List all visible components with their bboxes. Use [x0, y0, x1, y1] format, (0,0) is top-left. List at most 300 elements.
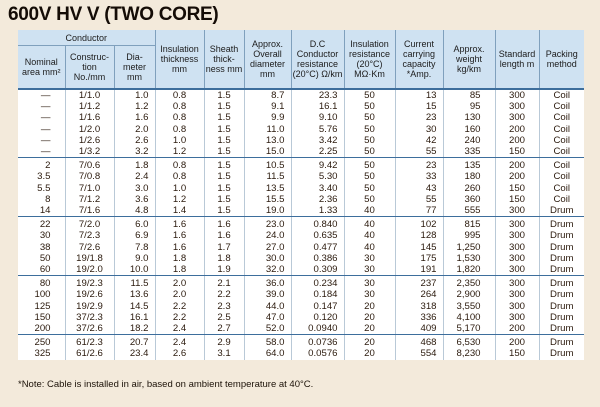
insulation-resistance-cell: 40 [344, 242, 395, 253]
dc-resistance-cell: 0.309 [291, 264, 344, 276]
insulation-resistance-cell: 50 [344, 112, 395, 123]
current-capacity-cell: 102 [395, 217, 443, 231]
insulation-resistance-cell: 30 [344, 276, 395, 290]
weight-cell: 5,170 [443, 323, 495, 335]
weight-cell: 85 [443, 89, 495, 101]
current-capacity-cell: 15 [395, 101, 443, 112]
diameter-cell: 2.4 [114, 171, 155, 182]
construction-cell: 19/2.9 [65, 301, 114, 312]
weight-cell: 1,820 [443, 264, 495, 276]
sheath-thickness-cell: 1.5 [204, 205, 244, 217]
insulation-thickness-cell: 1.2 [155, 146, 204, 158]
conductor-group-header: Conductor [18, 30, 155, 46]
dc-resistance-cell: 0.184 [291, 289, 344, 300]
insulation-thickness-header: Insulation thickness mm [155, 30, 204, 89]
nominal-area-cell: 50 [39, 252, 51, 264]
diameter-cell: 6.0 [114, 217, 155, 231]
nominal-area-cell: 30 [39, 230, 51, 242]
table-row [18, 146, 584, 158]
current-capacity-header: Current carrying capacity *Amp. [395, 30, 443, 89]
construction-header: Construc-tion No./mm [65, 46, 114, 90]
insulation-resistance-cell: 50 [344, 135, 395, 146]
diameter-cell: 3.0 [114, 183, 155, 194]
nominal-area-cell: 80 [39, 278, 51, 290]
standard-length-cell: 200 [495, 158, 539, 172]
sheath-thickness-cell: 1.9 [204, 264, 244, 276]
insulation-thickness-cell: 2.2 [155, 301, 204, 312]
standard-length-cell: 300 [495, 230, 539, 241]
standard-length-cell: 150 [495, 348, 539, 359]
nominal-area-cell: 100 [34, 289, 51, 301]
sheath-thickness-cell: 2.9 [204, 335, 244, 349]
overall-diameter-cell: 11.0 [244, 124, 291, 135]
table-row [18, 348, 584, 359]
construction-cell: 19/1.8 [65, 253, 114, 264]
overall-diameter-cell: 11.5 [244, 171, 291, 182]
sheath-thickness-cell: 1.5 [204, 158, 244, 172]
diameter-cell: 2.6 [114, 135, 155, 146]
current-capacity-cell: 237 [395, 276, 443, 290]
current-capacity-cell: 318 [395, 301, 443, 312]
weight-cell: 1,250 [443, 242, 495, 253]
diameter-cell: 7.8 [114, 242, 155, 253]
packing-method-cell: Coil [539, 194, 584, 205]
construction-cell: 37/2.3 [65, 312, 114, 323]
insulation-thickness-cell: 0.8 [155, 89, 204, 101]
dc-resistance-cell: 2.25 [291, 146, 344, 158]
insulation-resistance-cell: 50 [344, 183, 395, 194]
construction-cell: 1/1.0 [65, 89, 114, 101]
current-capacity-cell: 191 [395, 264, 443, 276]
construction-cell: 1/1.2 [65, 101, 114, 112]
insulation-thickness-cell: 2.0 [155, 276, 204, 290]
nominal-area-cell: 125 [34, 300, 51, 312]
sheath-thickness-cell: 1.5 [204, 171, 244, 182]
standard-length-header: Standard length m [495, 30, 539, 89]
weight-cell: 135 [443, 158, 495, 172]
weight-header: Approx. weight kg/km [443, 30, 495, 89]
table-row [18, 124, 584, 135]
standard-length-cell: 150 [495, 146, 539, 158]
nominal-area-cell: 2 [45, 160, 51, 172]
table-row [18, 205, 584, 217]
current-capacity-cell: 13 [395, 89, 443, 101]
nominal-area-cell: 8 [45, 193, 51, 205]
current-capacity-cell: 468 [395, 335, 443, 349]
overall-diameter-cell: 13.5 [244, 183, 291, 194]
current-capacity-cell: 30 [395, 124, 443, 135]
packing-method-cell: Drum [539, 301, 584, 312]
weight-cell: 6,530 [443, 335, 495, 349]
overall-diameter-cell: 39.0 [244, 289, 291, 300]
current-capacity-cell: 175 [395, 253, 443, 264]
construction-cell: 19/2.0 [65, 264, 114, 276]
current-capacity-cell: 33 [395, 171, 443, 182]
packing-method-cell: Coil [539, 124, 584, 135]
overall-diameter-cell: 24.0 [244, 230, 291, 241]
insulation-thickness-cell: 1.2 [155, 194, 204, 205]
insulation-resistance-cell: 50 [344, 171, 395, 182]
insulation-thickness-cell: 1.6 [155, 217, 204, 231]
dc-resistance-cell: 0.386 [291, 253, 344, 264]
table-body [18, 89, 584, 360]
sheath-thickness-cell: 3.1 [204, 348, 244, 359]
cable-spec-table [18, 30, 584, 360]
sheath-thickness-cell: 1.8 [204, 253, 244, 264]
packing-method-cell: Coil [539, 112, 584, 123]
construction-cell: 7/2.0 [65, 217, 114, 231]
insulation-resistance-cell: 30 [344, 264, 395, 276]
dc-resistance-cell: 0.0576 [291, 348, 344, 359]
nominal-area-cell: 3.5 [37, 171, 51, 183]
construction-cell: 1/1.6 [65, 112, 114, 123]
standard-length-cell: 200 [495, 335, 539, 349]
packing-method-cell: Coil [539, 183, 584, 194]
overall-diameter-cell: 27.0 [244, 242, 291, 253]
sheath-thickness-cell: 1.5 [204, 194, 244, 205]
insulation-resistance-cell: 50 [344, 89, 395, 101]
nominal-area-cell: — [18, 146, 65, 158]
packing-method-cell: Coil [539, 101, 584, 112]
current-capacity-cell: 42 [395, 135, 443, 146]
standard-length-cell: 300 [495, 101, 539, 112]
current-capacity-cell: 23 [395, 158, 443, 172]
current-capacity-cell: 554 [395, 348, 443, 359]
sheath-thickness-cell: 2.1 [204, 276, 244, 290]
overall-diameter-header: Approx. Overall diameter mm [244, 30, 291, 89]
weight-cell: 1,530 [443, 253, 495, 264]
insulation-thickness-cell: 0.8 [155, 124, 204, 135]
insulation-thickness-cell: 2.4 [155, 323, 204, 335]
dc-resistance-cell: 0.120 [291, 312, 344, 323]
table-row [18, 112, 584, 123]
table-row [18, 217, 584, 231]
sheath-thickness-cell: 1.6 [204, 230, 244, 241]
packing-method-header: Packing method [539, 30, 584, 89]
standard-length-cell: 300 [495, 112, 539, 123]
packing-method-cell: Drum [539, 205, 584, 217]
insulation-resistance-cell: 50 [344, 194, 395, 205]
packing-method-cell: Coil [539, 146, 584, 158]
nominal-area-cell: — [40, 112, 51, 124]
insulation-thickness-cell: 1.6 [155, 230, 204, 241]
dc-resistance-cell: 23.3 [291, 89, 344, 101]
standard-length-cell: 200 [495, 135, 539, 146]
table-row [18, 183, 584, 194]
current-capacity-cell: 336 [395, 312, 443, 323]
footnote: *Note: Cable is installed in air, based on ambient temperature at 40°C. [18, 379, 314, 390]
construction-cell: 19/2.6 [65, 289, 114, 300]
sheath-thickness-cell: 1.5 [204, 101, 244, 112]
nominal-area-cell: 38 [39, 241, 51, 253]
overall-diameter-cell: 47.0 [244, 312, 291, 323]
packing-method-cell: Drum [539, 312, 584, 323]
construction-cell: 1/2.6 [65, 135, 114, 146]
current-capacity-cell: 128 [395, 230, 443, 241]
diameter-cell: 23.4 [114, 348, 155, 359]
standard-length-cell: 300 [495, 289, 539, 300]
insulation-resistance-cell: 40 [344, 205, 395, 217]
diameter-cell: 10.0 [114, 264, 155, 276]
insulation-thickness-cell: 1.8 [155, 253, 204, 264]
insulation-resistance-cell: 50 [344, 124, 395, 135]
cable-spec-table-container [18, 30, 584, 360]
insulation-resistance-cell: 30 [344, 289, 395, 300]
overall-diameter-cell: 19.0 [244, 205, 291, 217]
weight-cell: 360 [443, 194, 495, 205]
packing-method-cell: Coil [539, 89, 584, 101]
insulation-thickness-cell: 0.8 [155, 158, 204, 172]
table-row [18, 253, 584, 264]
dc-resistance-cell: 0.234 [291, 276, 344, 290]
overall-diameter-cell: 64.0 [244, 348, 291, 359]
nominal-area-cell: 325 [34, 348, 51, 360]
insulation-resistance-cell: 20 [344, 348, 395, 359]
current-capacity-cell: 55 [395, 146, 443, 158]
insulation-thickness-cell: 2.6 [155, 348, 204, 359]
diameter-cell: 1.8 [114, 158, 155, 172]
packing-method-cell: Coil [539, 135, 584, 146]
sheath-thickness-cell: 1.7 [204, 242, 244, 253]
nominal-area-cell: — [40, 134, 51, 146]
diameter-cell: 4.8 [114, 205, 155, 217]
packing-method-cell: Drum [539, 242, 584, 253]
packing-method-cell: Drum [539, 230, 584, 241]
diameter-cell: 1.6 [114, 112, 155, 123]
table-row [18, 323, 584, 335]
overall-diameter-cell: 15.0 [244, 146, 291, 158]
dc-resistance-cell: 5.30 [291, 171, 344, 182]
dc-resistance-cell: 3.42 [291, 135, 344, 146]
sheath-thickness-cell: 1.5 [204, 89, 244, 101]
insulation-thickness-cell: 1.6 [155, 242, 204, 253]
diameter-header: Dia-meter mm [114, 46, 155, 90]
diameter-cell: 2.0 [114, 124, 155, 135]
packing-method-cell: Drum [539, 289, 584, 300]
insulation-thickness-cell: 0.8 [155, 171, 204, 182]
standard-length-cell: 300 [495, 276, 539, 290]
overall-diameter-cell: 36.0 [244, 276, 291, 290]
dc-resistance-cell: 3.40 [291, 183, 344, 194]
table-row [18, 171, 584, 182]
sheath-thickness-cell: 1.5 [204, 124, 244, 135]
table-header [18, 30, 584, 89]
construction-cell: 37/2.6 [65, 323, 114, 335]
insulation-resistance-cell: 40 [344, 217, 395, 231]
packing-method-cell: Drum [539, 276, 584, 290]
insulation-thickness-cell: 0.8 [155, 101, 204, 112]
construction-cell: 61/2.3 [65, 335, 114, 349]
diameter-cell: 3.2 [114, 146, 155, 158]
current-capacity-cell: 77 [395, 205, 443, 217]
insulation-thickness-cell: 0.8 [155, 112, 204, 123]
insulation-resistance-cell: 30 [344, 253, 395, 264]
dc-resistance-cell: 0.635 [291, 230, 344, 241]
insulation-thickness-cell: 2.0 [155, 289, 204, 300]
diameter-cell: 13.6 [114, 289, 155, 300]
diameter-cell: 18.2 [114, 323, 155, 335]
current-capacity-cell: 264 [395, 289, 443, 300]
diameter-cell: 16.1 [114, 312, 155, 323]
table-row [18, 276, 584, 290]
sheath-thickness-cell: 1.5 [204, 146, 244, 158]
packing-method-cell: Drum [539, 253, 584, 264]
nominal-area-cell: — [40, 101, 51, 113]
packing-method-cell: Coil [539, 158, 584, 172]
packing-method-cell: Drum [539, 348, 584, 359]
construction-cell: 7/2.6 [65, 242, 114, 253]
insulation-thickness-cell: 1.0 [155, 183, 204, 194]
nominal-area-cell: 22 [39, 219, 51, 231]
standard-length-cell: 300 [495, 89, 539, 101]
nominal-area-cell: — [40, 123, 51, 135]
construction-cell: 1/3.2 [65, 146, 114, 158]
construction-cell: 19/2.3 [65, 276, 114, 290]
insulation-thickness-cell: 1.8 [155, 264, 204, 276]
sheath-thickness-cell: 1.5 [204, 112, 244, 123]
sheath-thickness-cell: 2.3 [204, 301, 244, 312]
table-row [18, 301, 584, 312]
construction-cell: 7/1.2 [65, 194, 114, 205]
overall-diameter-cell: 8.7 [244, 89, 291, 101]
overall-diameter-cell: 10.5 [244, 158, 291, 172]
overall-diameter-cell: 9.1 [244, 101, 291, 112]
standard-length-cell: 300 [495, 264, 539, 276]
diameter-cell: 3.6 [114, 194, 155, 205]
insulation-thickness-cell: 2.4 [155, 335, 204, 349]
dc-resistance-header: D.C Conductor resistance (20°C) Ω/km [291, 30, 344, 89]
page-title: 600V HV V (TWO CORE) [8, 4, 219, 25]
packing-method-cell: Drum [539, 217, 584, 231]
insulation-resistance-cell: 40 [344, 230, 395, 241]
weight-cell: 180 [443, 171, 495, 182]
nominal-area-cell: 60 [18, 264, 65, 276]
standard-length-cell: 200 [495, 323, 539, 335]
diameter-cell: 11.5 [114, 276, 155, 290]
overall-diameter-cell: 23.0 [244, 217, 291, 231]
packing-method-cell: Drum [539, 335, 584, 349]
table-row [18, 194, 584, 205]
weight-cell: 8,230 [443, 348, 495, 359]
nominal-area-cell: 200 [18, 323, 65, 335]
overall-diameter-cell: 30.0 [244, 253, 291, 264]
nominal-area-cell: 250 [34, 337, 51, 349]
insulation-thickness-cell: 1.4 [155, 205, 204, 217]
dc-resistance-cell: 0.477 [291, 242, 344, 253]
overall-diameter-cell: 13.0 [244, 135, 291, 146]
diameter-cell: 1.0 [114, 89, 155, 101]
standard-length-cell: 300 [495, 205, 539, 217]
insulation-resistance-cell: 20 [344, 335, 395, 349]
insulation-thickness-cell: 2.2 [155, 312, 204, 323]
construction-cell: 7/0.6 [65, 158, 114, 172]
weight-cell: 95 [443, 101, 495, 112]
weight-cell: 2,350 [443, 276, 495, 290]
insulation-resistance-cell: 20 [344, 323, 395, 335]
packing-method-cell: Drum [539, 323, 584, 335]
dc-resistance-cell: 2.36 [291, 194, 344, 205]
weight-cell: 555 [443, 205, 495, 217]
current-capacity-cell: 55 [395, 194, 443, 205]
weight-cell: 260 [443, 183, 495, 194]
standard-length-cell: 200 [495, 124, 539, 135]
dc-resistance-cell: 9.10 [291, 112, 344, 123]
weight-cell: 130 [443, 112, 495, 123]
sheath-thickness-cell: 2.5 [204, 312, 244, 323]
table-row [18, 230, 584, 241]
construction-cell: 7/0.8 [65, 171, 114, 182]
construction-cell: 61/2.6 [65, 348, 114, 359]
overall-diameter-cell: 58.0 [244, 335, 291, 349]
current-capacity-cell: 23 [395, 112, 443, 123]
weight-cell: 160 [443, 124, 495, 135]
nominal-area-cell: 14 [18, 205, 65, 217]
dc-resistance-cell: 9.42 [291, 158, 344, 172]
sheath-thickness-cell: 1.6 [204, 217, 244, 231]
standard-length-cell: 300 [495, 253, 539, 264]
table-row [18, 264, 584, 276]
overall-diameter-cell: 32.0 [244, 264, 291, 276]
overall-diameter-cell: 15.5 [244, 194, 291, 205]
dc-resistance-cell: 1.33 [291, 205, 344, 217]
table-row [18, 242, 584, 253]
weight-cell: 4,100 [443, 312, 495, 323]
diameter-cell: 6.9 [114, 230, 155, 241]
packing-method-cell: Drum [539, 264, 584, 276]
sheath-thickness-cell: 1.5 [204, 135, 244, 146]
dc-resistance-cell: 0.0736 [291, 335, 344, 349]
standard-length-cell: 300 [495, 242, 539, 253]
diameter-cell: 9.0 [114, 253, 155, 264]
diameter-cell: 1.2 [114, 101, 155, 112]
dc-resistance-cell: 0.840 [291, 217, 344, 231]
weight-cell: 3,550 [443, 301, 495, 312]
table-row [18, 89, 584, 101]
overall-diameter-cell: 9.9 [244, 112, 291, 123]
insulation-resistance-cell: 50 [344, 101, 395, 112]
sheath-thickness-cell: 2.2 [204, 289, 244, 300]
insulation-thickness-cell: 1.0 [155, 135, 204, 146]
weight-cell: 2,900 [443, 289, 495, 300]
current-capacity-cell: 145 [395, 242, 443, 253]
table-row [18, 335, 584, 349]
insulation-resistance-header: Insulation resistance (20°C) MΩ·Km [344, 30, 395, 89]
packing-method-cell: Coil [539, 171, 584, 182]
standard-length-cell: 150 [495, 183, 539, 194]
nominal-area-header: Nominal area mm² [18, 46, 65, 90]
construction-cell: 7/1.0 [65, 183, 114, 194]
construction-cell: 7/1.6 [65, 205, 114, 217]
sheath-thickness-cell: 2.7 [204, 323, 244, 335]
standard-length-cell: 150 [495, 194, 539, 205]
standard-length-cell: 300 [495, 312, 539, 323]
table-row [18, 135, 584, 146]
diameter-cell: 20.7 [114, 335, 155, 349]
nominal-area-cell: — [40, 90, 51, 101]
table-row [18, 158, 584, 172]
weight-cell: 815 [443, 217, 495, 231]
diameter-cell: 14.5 [114, 301, 155, 312]
construction-cell: 7/2.3 [65, 230, 114, 241]
standard-length-cell: 300 [495, 217, 539, 231]
insulation-resistance-cell: 20 [344, 312, 395, 323]
construction-cell: 1/2.0 [65, 124, 114, 135]
dc-resistance-cell: 16.1 [291, 101, 344, 112]
insulation-resistance-cell: 50 [344, 146, 395, 158]
current-capacity-cell: 43 [395, 183, 443, 194]
dc-resistance-cell: 5.76 [291, 124, 344, 135]
table-row [18, 101, 584, 112]
